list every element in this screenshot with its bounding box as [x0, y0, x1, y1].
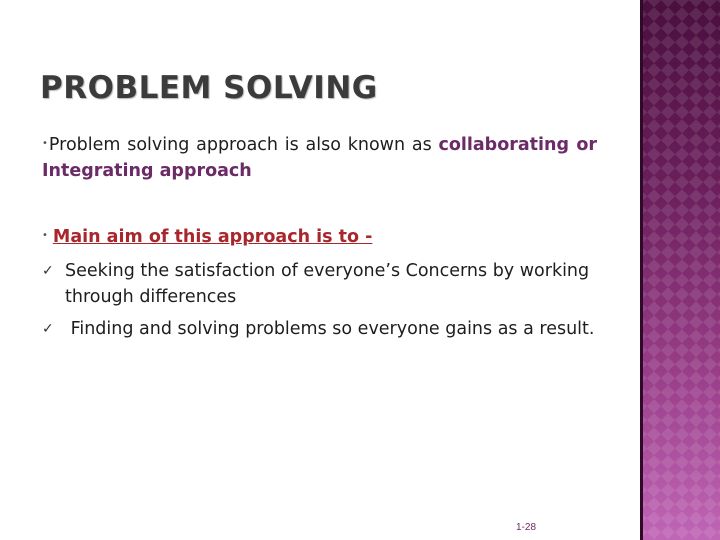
intro-highlight-a: collaborating or: [438, 135, 597, 155]
side-band-edge: [640, 0, 643, 540]
intro-text: Problem solving approach is also known as: [48, 135, 439, 155]
decorative-side-band: [640, 0, 720, 540]
checkmark-icon: ✓: [42, 263, 54, 279]
aim-heading: Main aim of this approach is to -: [52, 227, 373, 247]
checklist-item: [42, 258, 607, 310]
dot-bullet-icon: •: [42, 138, 48, 149]
intro-paragraph: [42, 131, 597, 184]
checklist-item: [42, 316, 607, 342]
aim-checklist: [42, 258, 607, 348]
checklist-item-text: Finding and solving problems so everyone gains as a result.: [65, 319, 595, 339]
aim-paragraph: [42, 223, 602, 250]
checklist-item-text: Seeking the satisfaction of everyone’s Concerns by working through differences: [65, 261, 590, 307]
slide-title: PROBLEM SOLVING: [40, 70, 378, 106]
page-number: 1-28: [516, 522, 537, 533]
checkmark-icon: ✓: [42, 321, 54, 337]
dot-bullet-icon: •: [42, 230, 48, 241]
intro-highlight-b: Integrating approach: [42, 161, 252, 181]
